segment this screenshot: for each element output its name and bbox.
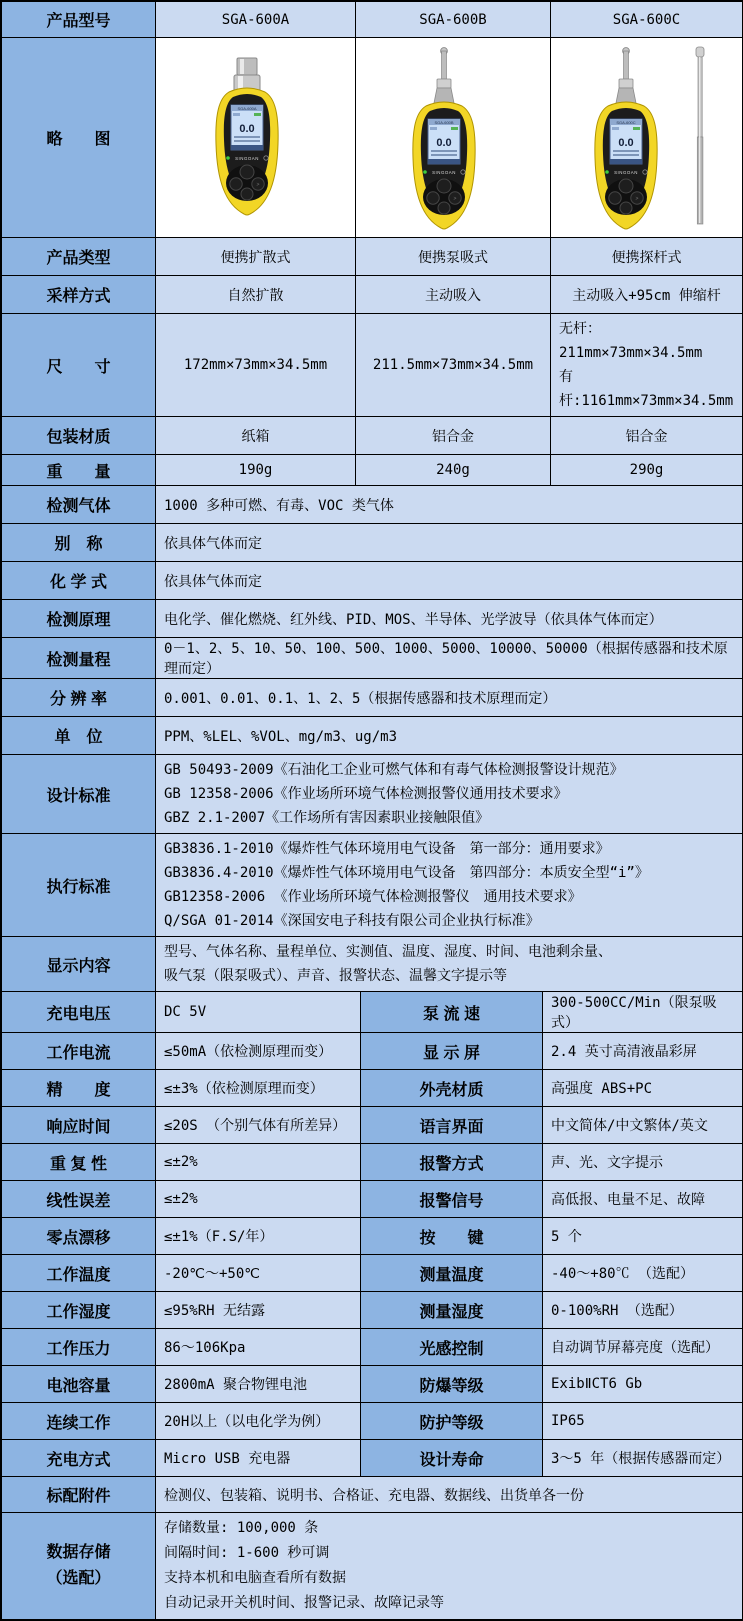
row-label: 检测量程 (2, 638, 156, 679)
table-row (2, 1218, 743, 1255)
row-label: 报警信号 (361, 1181, 543, 1218)
row-value: -20℃～+50℃ (156, 1255, 361, 1292)
table-row (2, 992, 743, 1033)
svg-text:SINGOAN: SINGOAN (432, 169, 456, 175)
row-value: 中文简体/中文繁体/英文 (543, 1107, 743, 1144)
table-row (2, 238, 743, 276)
storage-label-line: （选配） (46, 1570, 111, 1587)
row-label: 防爆等级 (361, 1366, 543, 1403)
row-value: 290g (551, 455, 743, 486)
product-overview-table (1, 1, 743, 486)
row-value: ExibⅡCT6 Gb (543, 1366, 743, 1403)
table-row (2, 1513, 743, 1620)
svg-text:>: > (256, 181, 259, 188)
row-label: 按 键 (361, 1218, 543, 1255)
row-label: 测量湿度 (361, 1292, 543, 1329)
table-row (2, 455, 743, 486)
row-label: 检测原理 (2, 600, 156, 638)
table-row (2, 755, 743, 834)
row-value: 自然扩散 (156, 276, 356, 314)
row-value: 0.001、0.01、0.1、1、2、5（根据传感器和技术原理而定） (156, 679, 743, 717)
row-value: Micro USB 充电器 (156, 1440, 361, 1477)
row-value: IP65 (543, 1403, 743, 1440)
svg-text:0.0: 0.0 (617, 136, 634, 149)
table-row (2, 1255, 743, 1292)
row-label: 光感控制 (361, 1329, 543, 1366)
row-value: 主动吸入+95cm 伸缩杆 (551, 276, 743, 314)
row-value: 20H以上（以电化学为例） (156, 1403, 361, 1440)
table-row (2, 1403, 743, 1440)
table-row (2, 679, 743, 717)
table-row (2, 486, 743, 524)
row-value: ≤±3%（依检测原理而变） (156, 1070, 361, 1107)
row-label: 电池容量 (2, 1366, 156, 1403)
row-label: 测量温度 (361, 1255, 543, 1292)
model-name-c: SGA-600C (551, 2, 743, 38)
display-line: 吸气泵（限泵吸式）、声音、报警状态、温馨文字提示等 (164, 968, 507, 984)
table-row (2, 1329, 743, 1366)
display-content (156, 937, 743, 992)
row-label: 报警方式 (361, 1144, 543, 1181)
row-value: DC 5V (156, 992, 361, 1033)
table-row (2, 314, 743, 417)
row-label: 泵 流 速 (361, 992, 543, 1033)
standard-line: GB 50493-2009《石油化工企业可燃气体和有毒气体检测报警设计规范》 (164, 762, 624, 778)
row-label: 执行标准 (2, 834, 156, 937)
storage-label-line: 数据存储 (46, 1544, 111, 1561)
row-value: 86～106Kpa (156, 1329, 361, 1366)
general-spec-table (1, 485, 743, 992)
row-label: 产品类型 (2, 238, 156, 276)
row-value: 高强度 ABS+PC (543, 1070, 743, 1107)
footer-spec-table (1, 1476, 743, 1620)
storage-line: 间隔时间: 1-600 秒可调 (164, 1545, 330, 1561)
product-photo-sga-600c (551, 38, 743, 238)
row-value: 铝合金 (356, 417, 551, 455)
table-row (2, 1477, 743, 1513)
row-label: 标配附件 (2, 1477, 156, 1513)
row-label: 显 示 屏 (361, 1033, 543, 1070)
row-value: 1000 多种可燃、有毒、VOC 类气体 (156, 486, 743, 524)
row-label: 充电电压 (2, 992, 156, 1033)
table-row (2, 562, 743, 600)
table-row (2, 1181, 743, 1218)
row-value: 2800mA 聚合物锂电池 (156, 1366, 361, 1403)
row-value: 300-500CC/Min（限泵吸式） (543, 992, 743, 1033)
row-label: 别 称 (2, 524, 156, 562)
dimension-line: 有杆:1161mm×73mm×34.5mm (559, 369, 734, 409)
row-value: 纸箱 (156, 417, 356, 455)
row-label: 分 辨 率 (2, 679, 156, 717)
table-row (2, 600, 743, 638)
table-row (2, 834, 743, 937)
row-value: 5 个 (543, 1218, 743, 1255)
row-label: 外壳材质 (361, 1070, 543, 1107)
table-row (2, 2, 743, 38)
storage-details (156, 1513, 743, 1620)
dual-spec-table (1, 991, 743, 1477)
standard-line: GB3836.4-2010《爆炸性气体环境用电气设备 第四部分：本质安全型“i”》 (164, 865, 649, 881)
table-row (2, 1144, 743, 1181)
svg-text:SGA-600B: SGA-600B (434, 119, 454, 125)
table-row (2, 1440, 743, 1477)
table-row (2, 524, 743, 562)
row-value: 172mm×73mm×34.5mm (156, 314, 356, 417)
model-name-a: SGA-600A (156, 2, 356, 38)
row-label: 重 量 (2, 455, 156, 486)
row-label: 包装材质 (2, 417, 156, 455)
row-label: 重 复 性 (2, 1144, 156, 1181)
row-value: 依具体气体而定 (156, 562, 743, 600)
standard-line: GBZ 2.1-2007《工作场所有害因素职业接触限值》 (164, 810, 490, 826)
row-value (551, 314, 743, 417)
row-value: 0-100%RH （选配） (543, 1292, 743, 1329)
row-value: 便携探杆式 (551, 238, 743, 276)
row-label: 连续工作 (2, 1403, 156, 1440)
table-row (2, 38, 743, 238)
row-label: 显示内容 (2, 937, 156, 992)
svg-text:SINGOAN: SINGOAN (613, 169, 638, 175)
table-row (2, 717, 743, 755)
row-value: ≤50mA（依检测原理而变） (156, 1033, 361, 1070)
row-label: 工作压力 (2, 1329, 156, 1366)
row-value: 240g (356, 455, 551, 486)
dimension-line: 无杆：211mm×73mm×34.5mm (559, 321, 703, 361)
table-row (2, 417, 743, 455)
display-line: 型号、气体名称、量程单位、实测值、温度、湿度、时间、电池剩余量、 (164, 944, 612, 960)
row-label: 语言界面 (361, 1107, 543, 1144)
table-row (2, 1033, 743, 1070)
table-row (2, 937, 743, 992)
row-label: 响应时间 (2, 1107, 156, 1144)
row-value: 检测仪、包装箱、说明书、合格证、充电器、数据线、出货单各一份 (156, 1477, 743, 1513)
table-row (2, 1366, 743, 1403)
row-label: 精 度 (2, 1070, 156, 1107)
row-value: PPM、%LEL、%VOL、mg/m3、ug/m3 (156, 717, 743, 755)
row-value: ≤±2% (156, 1181, 361, 1218)
row-value: 190g (156, 455, 356, 486)
svg-text:>: > (635, 195, 638, 202)
row-value: ≤20S （个别气体有所差异） (156, 1107, 361, 1144)
row-label: 工作湿度 (2, 1292, 156, 1329)
row-label: 工作电流 (2, 1033, 156, 1070)
row-value: 3～5 年（根据传感器而定） (543, 1440, 743, 1477)
row-label: 检测气体 (2, 486, 156, 524)
table-row (2, 638, 743, 679)
storage-line: 存储数量: 100,000 条 (164, 1520, 319, 1536)
storage-line: 自动记录开关机时间、报警记录、故障记录等 (164, 1595, 444, 1611)
row-value: ≤±2% (156, 1144, 361, 1181)
product-photo-sga-600b (356, 38, 551, 238)
svg-text:SGA-600C: SGA-600C (615, 119, 636, 125)
table-row (2, 276, 743, 314)
row-label: 零点漂移 (2, 1218, 156, 1255)
standard-line: GB3836.1-2010《爆炸性气体环境用电气设备 第一部分：通用要求》 (164, 841, 610, 857)
row-value: 高低报、电量不足、故障 (543, 1181, 743, 1218)
row-value: 211.5mm×73mm×34.5mm (356, 314, 551, 417)
row-label: 采样方式 (2, 276, 156, 314)
table-row (2, 1070, 743, 1107)
table-row (2, 1107, 743, 1144)
row-label: 单 位 (2, 717, 156, 755)
row-value: ≤±1%（F.S/年） (156, 1218, 361, 1255)
model-name-b: SGA-600B (356, 2, 551, 38)
standard-line: GB 12358-2006《作业场所环境气体检测报警仪通用技术要求》 (164, 786, 568, 802)
row-value: 便携泵吸式 (356, 238, 551, 276)
row-value: ≤95%RH 无结露 (156, 1292, 361, 1329)
standard-line: Q/SGA 01-2014《深国安电子科技有限公司企业执行标准》 (164, 913, 540, 929)
row-label: 设计寿命 (361, 1440, 543, 1477)
row-label: 化 学 式 (2, 562, 156, 600)
standard-line: GB12358-2006 《作业场所环境气体检测报警仪 通用技术要求》 (164, 889, 582, 905)
svg-text:0.0: 0.0 (238, 122, 255, 135)
row-label (2, 1513, 156, 1620)
row-label: 线性误差 (2, 1181, 156, 1218)
svg-text:SINGOAN: SINGOAN (234, 155, 259, 161)
table-row (2, 1292, 743, 1329)
svg-text:0.0: 0.0 (436, 136, 452, 149)
storage-line: 支持本机和电脑查看所有数据 (164, 1570, 346, 1586)
row-label: 工作温度 (2, 1255, 156, 1292)
row-value: 电化学、催化燃烧、红外线、PID、MOS、半导体、光学波导（依具体气体而定） (156, 600, 743, 638)
row-value: 依具体气体而定 (156, 524, 743, 562)
row-value: 自动调节屏幕亮度（选配） (543, 1329, 743, 1366)
row-value: 2.4 英寸高清液晶彩屏 (543, 1033, 743, 1070)
header-label: 产品型号 (2, 2, 156, 38)
row-value: -40～+80℃ （选配） (543, 1255, 743, 1292)
row-label: 防护等级 (361, 1403, 543, 1440)
row-value: 声、光、文字提示 (543, 1144, 743, 1181)
row-label: 设计标准 (2, 755, 156, 834)
row-label: 充电方式 (2, 1440, 156, 1477)
row-value: 便携扩散式 (156, 238, 356, 276)
row-value: 主动吸入 (356, 276, 551, 314)
row-value: 0－1、2、5、10、50、100、500、1000、5000、10000、50000（根据传感器和技术原理而定） (156, 638, 743, 679)
exec-standards (156, 834, 743, 937)
product-photo-sga-600a (156, 38, 356, 238)
svg-text:>: > (453, 195, 457, 202)
row-label: 尺 寸 (2, 314, 156, 417)
design-standards (156, 755, 743, 834)
row-value: 铝合金 (551, 417, 743, 455)
svg-text:SGA-600A: SGA-600A (236, 105, 257, 111)
sketch-label: 略 图 (2, 38, 156, 238)
